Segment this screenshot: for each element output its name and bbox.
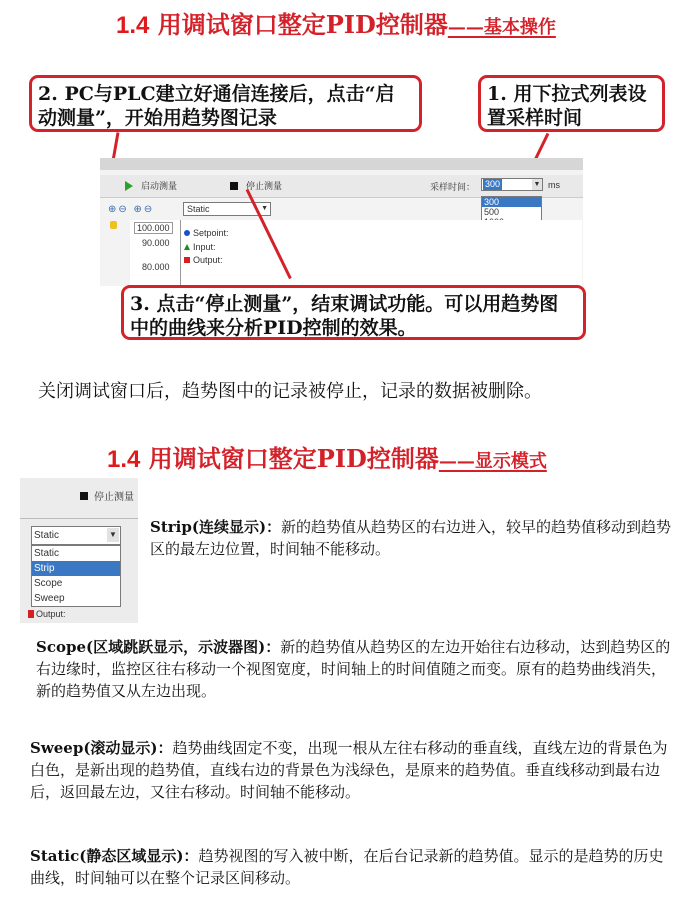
description-sweep: Sweep(滚动显示)：趋势曲线固定不变，出现一根从左往右移动的垂直线，直线左边的背景色为白色，是新出现的趋势值，直线右边的背景色为浅绿色，是原来的趋势值。垂直线移动到最右边后，返回最左边，又往右移动。时间轴不能移动。 [30, 739, 668, 801]
description-strip: Strip(连续显示)：新的趋势值从趋势区的右边进入，较早的趋势值移动到趋势区的最左边位置，时间轴不能移动。 [150, 518, 672, 558]
axis-value-3: 80.000 [142, 262, 170, 272]
stop-icon [230, 182, 238, 190]
section2-number: 1.4 [107, 446, 141, 473]
section1-number: 1.4 [116, 12, 150, 39]
section1-title: 用调试窗口整定PID控制器 [157, 10, 448, 39]
stop-measure-label: 停止测量 [246, 181, 283, 191]
legend-input: Input: [184, 242, 216, 252]
lock-icon [110, 221, 117, 229]
axis-value-2: 90.000 [142, 238, 170, 248]
callout-stop-measure: 3. 点击“停止测量”，结束调试功能。可以用趋势图中的曲线来分析PID控制的效果。 [121, 285, 586, 340]
mode-select-2[interactable]: Static ▼ [31, 526, 121, 545]
mode-option-3[interactable]: Sweep [34, 593, 65, 604]
section1-heading [116, 5, 556, 40]
screenshot-trend-toolbar [100, 158, 583, 286]
chevron-down-icon: ▼ [261, 205, 268, 212]
mode-option-0[interactable]: Static [34, 548, 60, 559]
chevron-down-icon[interactable]: ▼ [533, 181, 541, 188]
sample-option-0[interactable]: 300 [482, 197, 541, 207]
legend-output-2: Output: [28, 609, 66, 619]
play-icon [125, 181, 133, 191]
stop-icon [80, 492, 88, 500]
description-scope: Scope(区域跳跃显示，示波器图)：新的趋势值从趋势区的左边开始往右边移动，达到趋势区的右边缘时，监控区往右移动一个视图宽度，时间轴上的时间值随之而变。原有的趋势曲线消失，新的趋势值又从左边出现。 [36, 638, 671, 700]
section1-subtitle: ——基本操作 [447, 17, 556, 38]
mode-select[interactable]: Static ▼ [183, 202, 271, 216]
start-measure-label: 启动测量 [141, 181, 178, 191]
legend-setpoint: Setpoint: [184, 228, 229, 238]
sample-time-unit: ms [548, 180, 560, 190]
section2-heading [107, 439, 547, 474]
callout-start-measure: 2. PC与PLC建立好通信连接后，点击“启动测量”，开始用趋势图记录 [29, 75, 422, 132]
section2-title: 用调试窗口整定PID控制器 [148, 444, 439, 473]
sample-time-label: 采样时间： [430, 182, 476, 192]
mode-option-1[interactable]: Strip [32, 561, 120, 576]
chevron-down-icon: ▼ [107, 528, 119, 542]
screenshot-display-mode [20, 478, 138, 623]
axis-value-1: 100.000 [134, 222, 173, 234]
sample-option-1[interactable]: 500 [484, 207, 500, 217]
legend-output: Output: [184, 255, 223, 265]
paragraph-close: 关闭调试窗口后，趋势图中的记录被停止，记录的数据被删除。 [38, 381, 542, 402]
zoom-toolbar: ⊕⊖ ⊕⊖ [108, 204, 155, 215]
callout-sample-time: 1. 用下拉式列表设置采样时间 [478, 75, 665, 132]
start-measure-button[interactable] [125, 179, 177, 192]
description-static: Static(静态区域显示)：趋势视图的写入被中断，在后台记录新的趋势值。显示的是趋势的历史曲线，时间轴可以在整个记录区间移动。 [30, 847, 664, 887]
mode-options [31, 545, 121, 607]
mode-option-2[interactable]: Scope [34, 578, 63, 589]
section2-subtitle: ——显示模式 [438, 451, 547, 472]
sample-time-select[interactable]: 300 ▼ [481, 178, 543, 191]
stop-measure-button[interactable] [230, 179, 282, 192]
stop-measure-button-2[interactable]: 停止测量 [80, 488, 134, 503]
